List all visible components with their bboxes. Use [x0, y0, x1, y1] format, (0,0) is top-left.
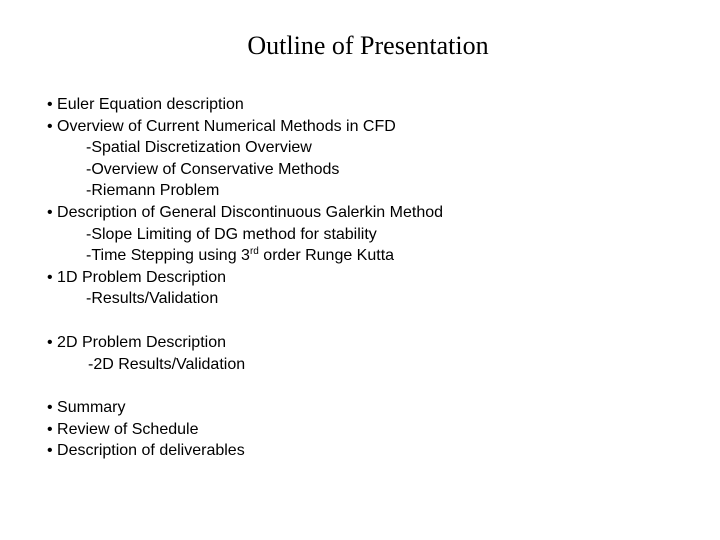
ordinal-suffix: rd [249, 246, 259, 258]
sub-item-1d-results: -Results/Validation [86, 290, 219, 308]
sub-item-conservative-methods: -Overview of Conservative Methods [86, 160, 340, 178]
bullet-deliverables: • Description of deliverables [47, 442, 245, 460]
sub-item-spatial-discretization: -Spatial Discretization Overview [86, 139, 312, 157]
bullet-2d-problem: • 2D Problem Description [47, 333, 226, 351]
slide-title: Outline of Presentation [247, 31, 489, 60]
outline-list [47, 94, 707, 462]
sub-item-riemann-problem: -Riemann Problem [86, 182, 220, 200]
time-stepping-text-start: -Time Stepping using 3 [86, 247, 250, 265]
bullet-review-schedule: • Review of Schedule [47, 420, 199, 438]
sub-item-slope-limiting: -Slope Limiting of DG method for stability [86, 225, 377, 243]
sub-item-2d-results: -2D Results/Validation [88, 355, 246, 373]
bullet-euler-equation: • Euler Equation description [47, 96, 244, 113]
bullet-summary: • Summary [47, 399, 126, 417]
sub-item-time-stepping [47, 245, 707, 267]
time-stepping-text-end: order Runge Kutta [258, 247, 395, 265]
bullet-1d-problem: • 1D Problem Description [47, 268, 226, 286]
bullet-dg-method: • Description of General Discontinuous Galerkin Method [47, 203, 444, 221]
spacer [47, 310, 707, 332]
spacer [47, 375, 707, 397]
bullet-numerical-methods-overview: • Overview of Current Numerical Methods in CFD [47, 117, 396, 135]
